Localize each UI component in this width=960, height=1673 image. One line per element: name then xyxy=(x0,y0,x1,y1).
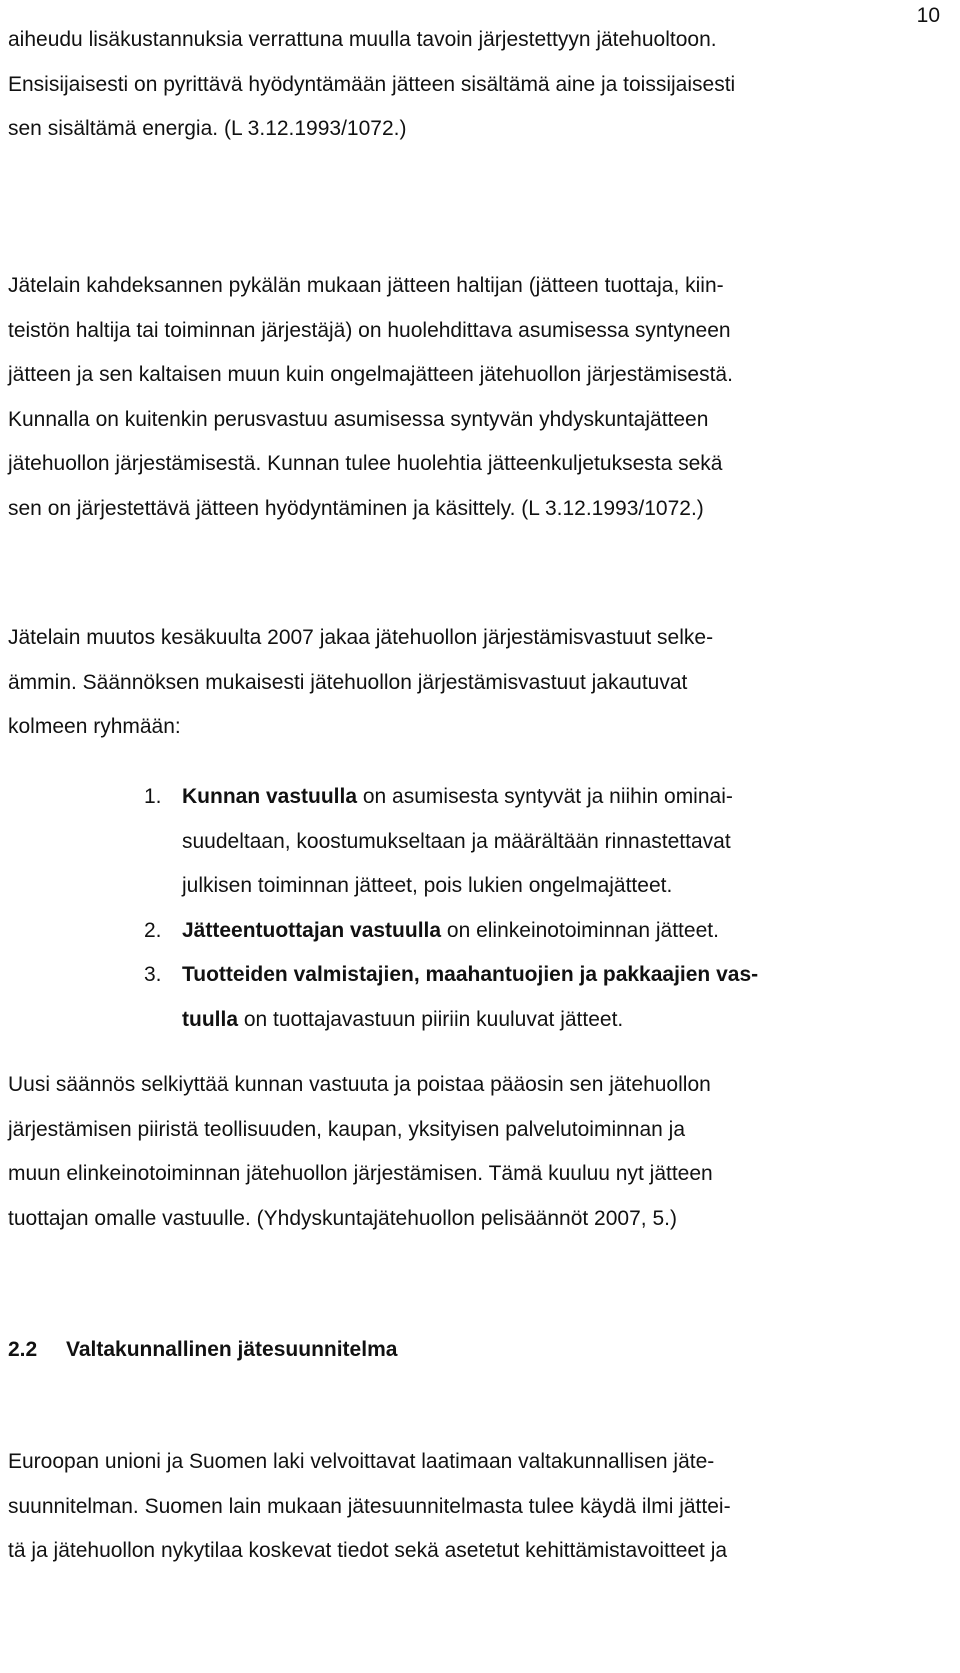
list-number: 1. xyxy=(144,785,162,808)
paragraph-line: muun elinkeinotoiminnan jätehuollon järjestämisen. Tämä kuuluu nyt jätteen xyxy=(8,1162,713,1186)
paragraph-4 xyxy=(8,1063,948,1241)
paragraph-line: järjestämisen piiristä teollisuuden, kaupan, yksityisen palvelutoiminnan ja xyxy=(8,1117,686,1141)
paragraph-line: aiheudu lisäkustannuksia verrattuna muulla tavoin järjestettyyn jätehuoltoon. xyxy=(8,28,717,51)
list-line xyxy=(144,775,944,820)
bold-term: tuulla xyxy=(182,1007,238,1031)
paragraph-line: ämmin. Säännöksen mukaisesti jätehuollon järjestämisvastuut jakautuvat xyxy=(8,670,688,694)
list-item xyxy=(144,953,944,1042)
bold-term: Tuotteiden valmistajien, maahantuojien ja pakkaajien vas- xyxy=(182,963,759,987)
paragraph-line: suunnitelman. Suomen lain mukaan jätesuunnitelmasta tulee käydä ilmi jättei- xyxy=(8,1494,731,1518)
list-text: on elinkeinotoiminnan jätteet. xyxy=(441,918,719,942)
paragraph-line: teistön haltija tai toiminnan järjestäjä) on huolehdittava asumisessa syntyneen xyxy=(8,318,731,342)
paragraph-3 xyxy=(8,616,948,750)
paragraph-1 xyxy=(8,18,948,152)
list-number: 2. xyxy=(144,918,162,942)
paragraph-5 xyxy=(8,1440,948,1574)
list-text: on asumisesta syntyvät ja niihin ominai- xyxy=(357,785,733,808)
paragraph-line: sen on järjestettävä jätteen hyödyntäminen ja käsittely. (L 3.12.1993/1072.) xyxy=(8,496,704,520)
list-line xyxy=(144,909,944,954)
list-line xyxy=(144,953,944,998)
list-number: 3. xyxy=(144,963,162,987)
paragraph-2 xyxy=(8,264,948,532)
list-item xyxy=(144,909,944,954)
bold-term: Kunnan vastuulla xyxy=(182,785,358,808)
paragraph-line: tuottajan omalle vastuulle. (Yhdyskuntajätehuollon pelisäännöt 2007, 5.) xyxy=(8,1206,677,1230)
list-line xyxy=(144,998,944,1043)
bold-term: Jätteentuottajan vastuulla xyxy=(182,918,442,942)
paragraph-line: Uusi säännös selkiyttää kunnan vastuuta ja poistaa pääosin sen jätehuollon xyxy=(8,1073,711,1096)
list-text: on tuottajavastuun piiriin kuuluvat jätteet. xyxy=(238,1007,624,1031)
paragraph-line: tä ja jätehuollon nykytilaa koskevat tiedot sekä asetetut kehittämistavoitteet ja xyxy=(8,1539,728,1563)
section-number: 2.2 xyxy=(8,1338,38,1361)
page-number: 10 xyxy=(916,4,940,27)
paragraph-line: sen sisältämä energia. (L 3.12.1993/1072.) xyxy=(8,117,407,141)
paragraph-line: jätteen ja sen kaltaisen muun kuin ongelmajätteen jätehuollon järjestämisestä. xyxy=(8,363,733,387)
paragraph-line: Euroopan unioni ja Suomen laki velvoittavat laatimaan valtakunnallisen jäte- xyxy=(8,1450,715,1473)
list-line: suudeltaan, koostumukseltaan ja määrältään rinnastettavat xyxy=(182,829,731,853)
paragraph-line: Kunnalla on kuitenkin perusvastuu asumisessa syntyvän yhdyskuntajätteen xyxy=(8,407,709,431)
paragraph-line: jätehuollon järjestämisestä. Kunnan tulee huolehtia jätteenkuljetuksesta sekä xyxy=(8,452,723,476)
responsibility-list xyxy=(144,775,944,1043)
list-item xyxy=(144,775,944,909)
section-title: Valtakunnallinen jätesuunnitelma xyxy=(66,1338,398,1361)
paragraph-line: Jätelain muutos kesäkuulta 2007 jakaa jätehuollon järjestämisvastuut selke- xyxy=(8,626,714,649)
paragraph-line: Ensisijaisesti on pyrittävä hyödyntämään jätteen sisältämä aine ja toissijaisesti xyxy=(8,72,736,96)
paragraph-line: Jätelain kahdeksannen pykälän mukaan jätteen haltijan (jätteen tuottaja, kiin- xyxy=(8,274,724,297)
section-heading xyxy=(8,1330,397,1370)
paragraph-line: kolmeen ryhmään: xyxy=(8,715,181,739)
list-line: julkisen toiminnan jätteet, pois lukien ongelmajätteet. xyxy=(182,874,673,898)
